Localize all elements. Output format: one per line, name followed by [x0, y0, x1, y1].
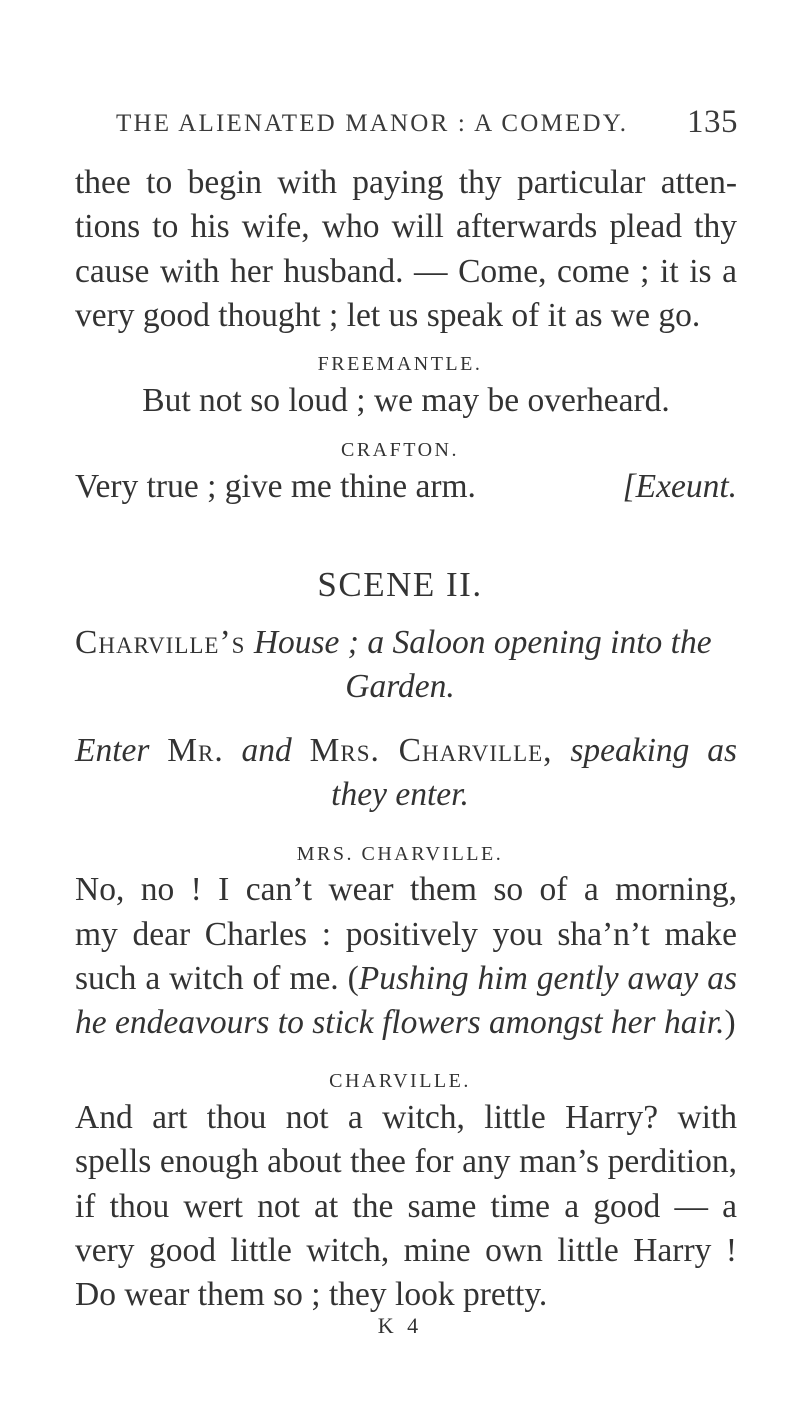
- setting-text: House ; a Saloon opening into the: [253, 624, 712, 661]
- text-line: very good little witch, mine own little Harry !: [75, 1232, 737, 1269]
- text-line: And art thou not a witch, little Harry? with: [75, 1099, 737, 1136]
- paren-open: (: [347, 960, 359, 997]
- stage-direction: and: [241, 732, 292, 769]
- stage-direction: speaking as: [570, 732, 738, 769]
- character-name: Mr.: [167, 732, 224, 769]
- entrance-line: [0, 778, 800, 812]
- stage-direction-text: Pushing him gently away as: [358, 960, 737, 997]
- speaker-name: MRS. CHARVILLE.: [296, 843, 504, 865]
- paren-close: ): [724, 1004, 736, 1041]
- character-name: Mrs. Charville,: [309, 732, 553, 769]
- text-line: thee to begin with paying thy particular atten-: [75, 164, 737, 201]
- scene-heading: SCENE II.: [317, 565, 483, 604]
- text-line: [75, 962, 737, 996]
- speaker-name: CRAFTON.: [341, 439, 459, 461]
- text-line: if thou wert not at the same time a good — a: [75, 1188, 737, 1225]
- speaker-name: CHARVILLE.: [329, 1070, 471, 1092]
- stage-direction: they enter.: [331, 776, 469, 813]
- text-line: my dear Charles : positively you sha’n’t make: [75, 916, 737, 953]
- scene-setting-line: [0, 670, 800, 704]
- running-head: [116, 104, 738, 150]
- text-line: spells enough about thee for any man’s perdition,: [75, 1143, 737, 1180]
- page-number: 135: [687, 104, 738, 140]
- scene-setting-line: [75, 626, 737, 660]
- text-line: [75, 470, 737, 504]
- text-line: [75, 1006, 737, 1040]
- text-line: But not so loud ; we may be overheard.: [142, 382, 670, 419]
- stage-direction: Enter: [75, 732, 150, 769]
- character-name: Charville’s: [75, 624, 246, 661]
- text-line: very good thought ; let us speak of it as we go.: [75, 297, 701, 334]
- speaker-name: FREEMANTLE.: [317, 353, 483, 375]
- text-line: No, no ! I can’t wear them so of a morning,: [75, 871, 737, 908]
- dialogue-text: Very true ; give me thine arm.: [75, 468, 476, 505]
- running-title: THE ALIENATED MANOR : A COMEDY.: [116, 110, 629, 137]
- stage-direction: [348, 960, 737, 997]
- stage-direction: [Exeunt.: [622, 468, 737, 505]
- setting-text: Garden.: [345, 668, 455, 705]
- dialogue-text: such a witch of me.: [75, 960, 339, 997]
- text-line: tions to his wife, who will afterwards plead thy: [75, 208, 737, 245]
- entrance-line: [75, 734, 737, 768]
- text-line: cause with her husband. — Come, come ; it is a: [75, 253, 737, 290]
- text-line: Do wear them so ; they look pretty.: [75, 1276, 548, 1313]
- stage-direction-text: he endeavours to stick flowers amongst her hair.: [75, 1004, 725, 1041]
- signature-mark: K 4: [377, 1313, 423, 1338]
